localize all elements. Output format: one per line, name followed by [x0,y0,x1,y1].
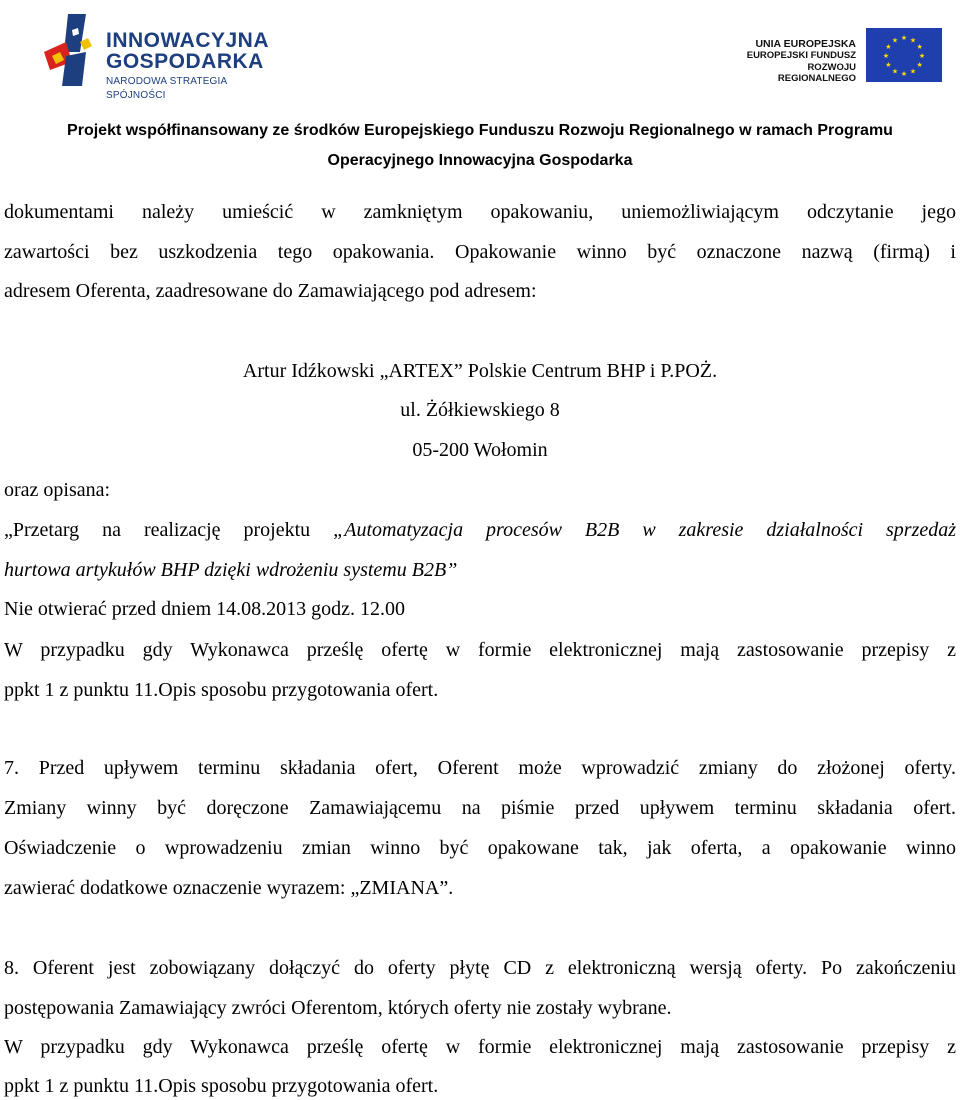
tender-prefix: „Przetarg na realizację projektu [4,519,334,541]
svg-text:★: ★ [918,52,926,60]
address-city: 05-200 Wołomin [412,439,548,461]
section-7-line-4: zawierać dodatkowe oznaczenie wyrazem: „ZMIANA”. [4,877,454,899]
svg-text:★: ★ [916,61,923,69]
section-7-line-2: Zmiany winny być doręczone Zamawiającemu na piśmie przed upływem terminu składania ofert. [4,797,956,819]
svg-text:★: ★ [909,67,917,76]
section-7-line-1: 7. Przed upływem terminu składania ofert, Oferent może wprowadzić zmiany do złożonej oferty. [4,757,956,779]
paragraph-1-line-2: zawartości bez uszkodzenia tego opakowania. Opakowanie winno być oznaczone nazwą (firmą) i [4,241,956,263]
address-street: ul. Żółkiewskiego 8 [400,399,560,421]
eu-logo-line-3: ROZWOJU REGIONALNEGO [777,61,856,84]
svg-text:★: ★ [882,52,890,60]
section-8-line-4: ppkt 1 z punktu 11.Opis sposobu przygotowania ofert. [4,1075,439,1097]
innowacyjna-gospodarka-logo-icon [42,12,100,88]
project-title-line-1: Projekt współfinansowany ze środków Europejskiego Funduszu Rozwoju Regionalnego w ramach Programu [67,122,893,139]
project-title-line-2: Operacyjnego Innowacyjna Gospodarka [327,152,633,169]
section-8-line-2: postępowania Zamawiający zwróci Oferentom, których oferty nie zostały wybrane. [4,997,672,1019]
logo-line-1: INNOWACYJNA [106,29,270,52]
address-name: Artur Idźkowski „ARTEX” Polskie Centrum BHP i P.POŻ. [242,360,718,382]
svg-text:★: ★ [891,36,899,45]
innowacyjna-gospodarka-logo [42,12,282,101]
tender-line-2: hurtowa artykułów BHP dzięki wdrożeniu systemu B2B” [4,559,458,581]
svg-text:★: ★ [885,61,892,69]
svg-text:★: ★ [900,70,908,78]
tender-line-1 [4,518,956,542]
electronic-offer-line-1: W przypadku gdy Wykonawca prześlę ofertę w formie elektronicznej mają zastosowanie przepisy z [4,639,956,661]
logo-line-2: GOSPODARKA [106,50,264,73]
electronic-offer-line-2: ppkt 1 z punktu 11.Opis sposobu przygotowania ofert. [4,679,439,701]
do-not-open-notice: Nie otwierać przed dniem 14.08.2013 godz. 12.00 [4,598,406,620]
svg-text:★: ★ [891,67,899,76]
section-8-line-3: W przypadku gdy Wykonawca prześlę ofertę w formie elektronicznej mają zastosowanie przepisy z [4,1036,956,1058]
tender-project-title: „Automatyzacja procesów B2B w zakresie działalności sprzedaż [333,519,957,541]
paragraph-1-line-1: dokumentami należy umieścić w zamkniętym opakowaniu, uniemożliwiającym odczytanie jego [4,201,956,223]
logo-line-3: NARODOWA STRATEGIA SPÓJNOŚCI [106,76,227,101]
section-7-line-3: Oświadczenie o wprowadzeniu zmian winno być opakowane tak, jak oferta, a opakowanie winno [4,837,956,859]
eu-logo-line-2: EUROPEJSKI FUNDUSZ [746,50,856,61]
section-8-line-1: 8. Oferent jest zobowiązany dołączyć do oferty płytę CD z elektroniczną wersją oferty. Po zakończeniu [4,957,956,979]
eu-flag-icon [866,28,942,82]
eu-logo [730,28,942,84]
svg-text:★: ★ [916,43,923,51]
svg-text:★: ★ [885,43,892,51]
eu-logo-line-1: UNIA EUROPEJSKA [755,38,856,50]
described-label: oraz opisana: [4,479,111,501]
paragraph-1-line-3: adresem Oferenta, zaadresowane do Zamawiającego pod adresem: [4,280,537,302]
svg-text:★: ★ [909,36,917,45]
svg-text:★: ★ [900,34,908,42]
